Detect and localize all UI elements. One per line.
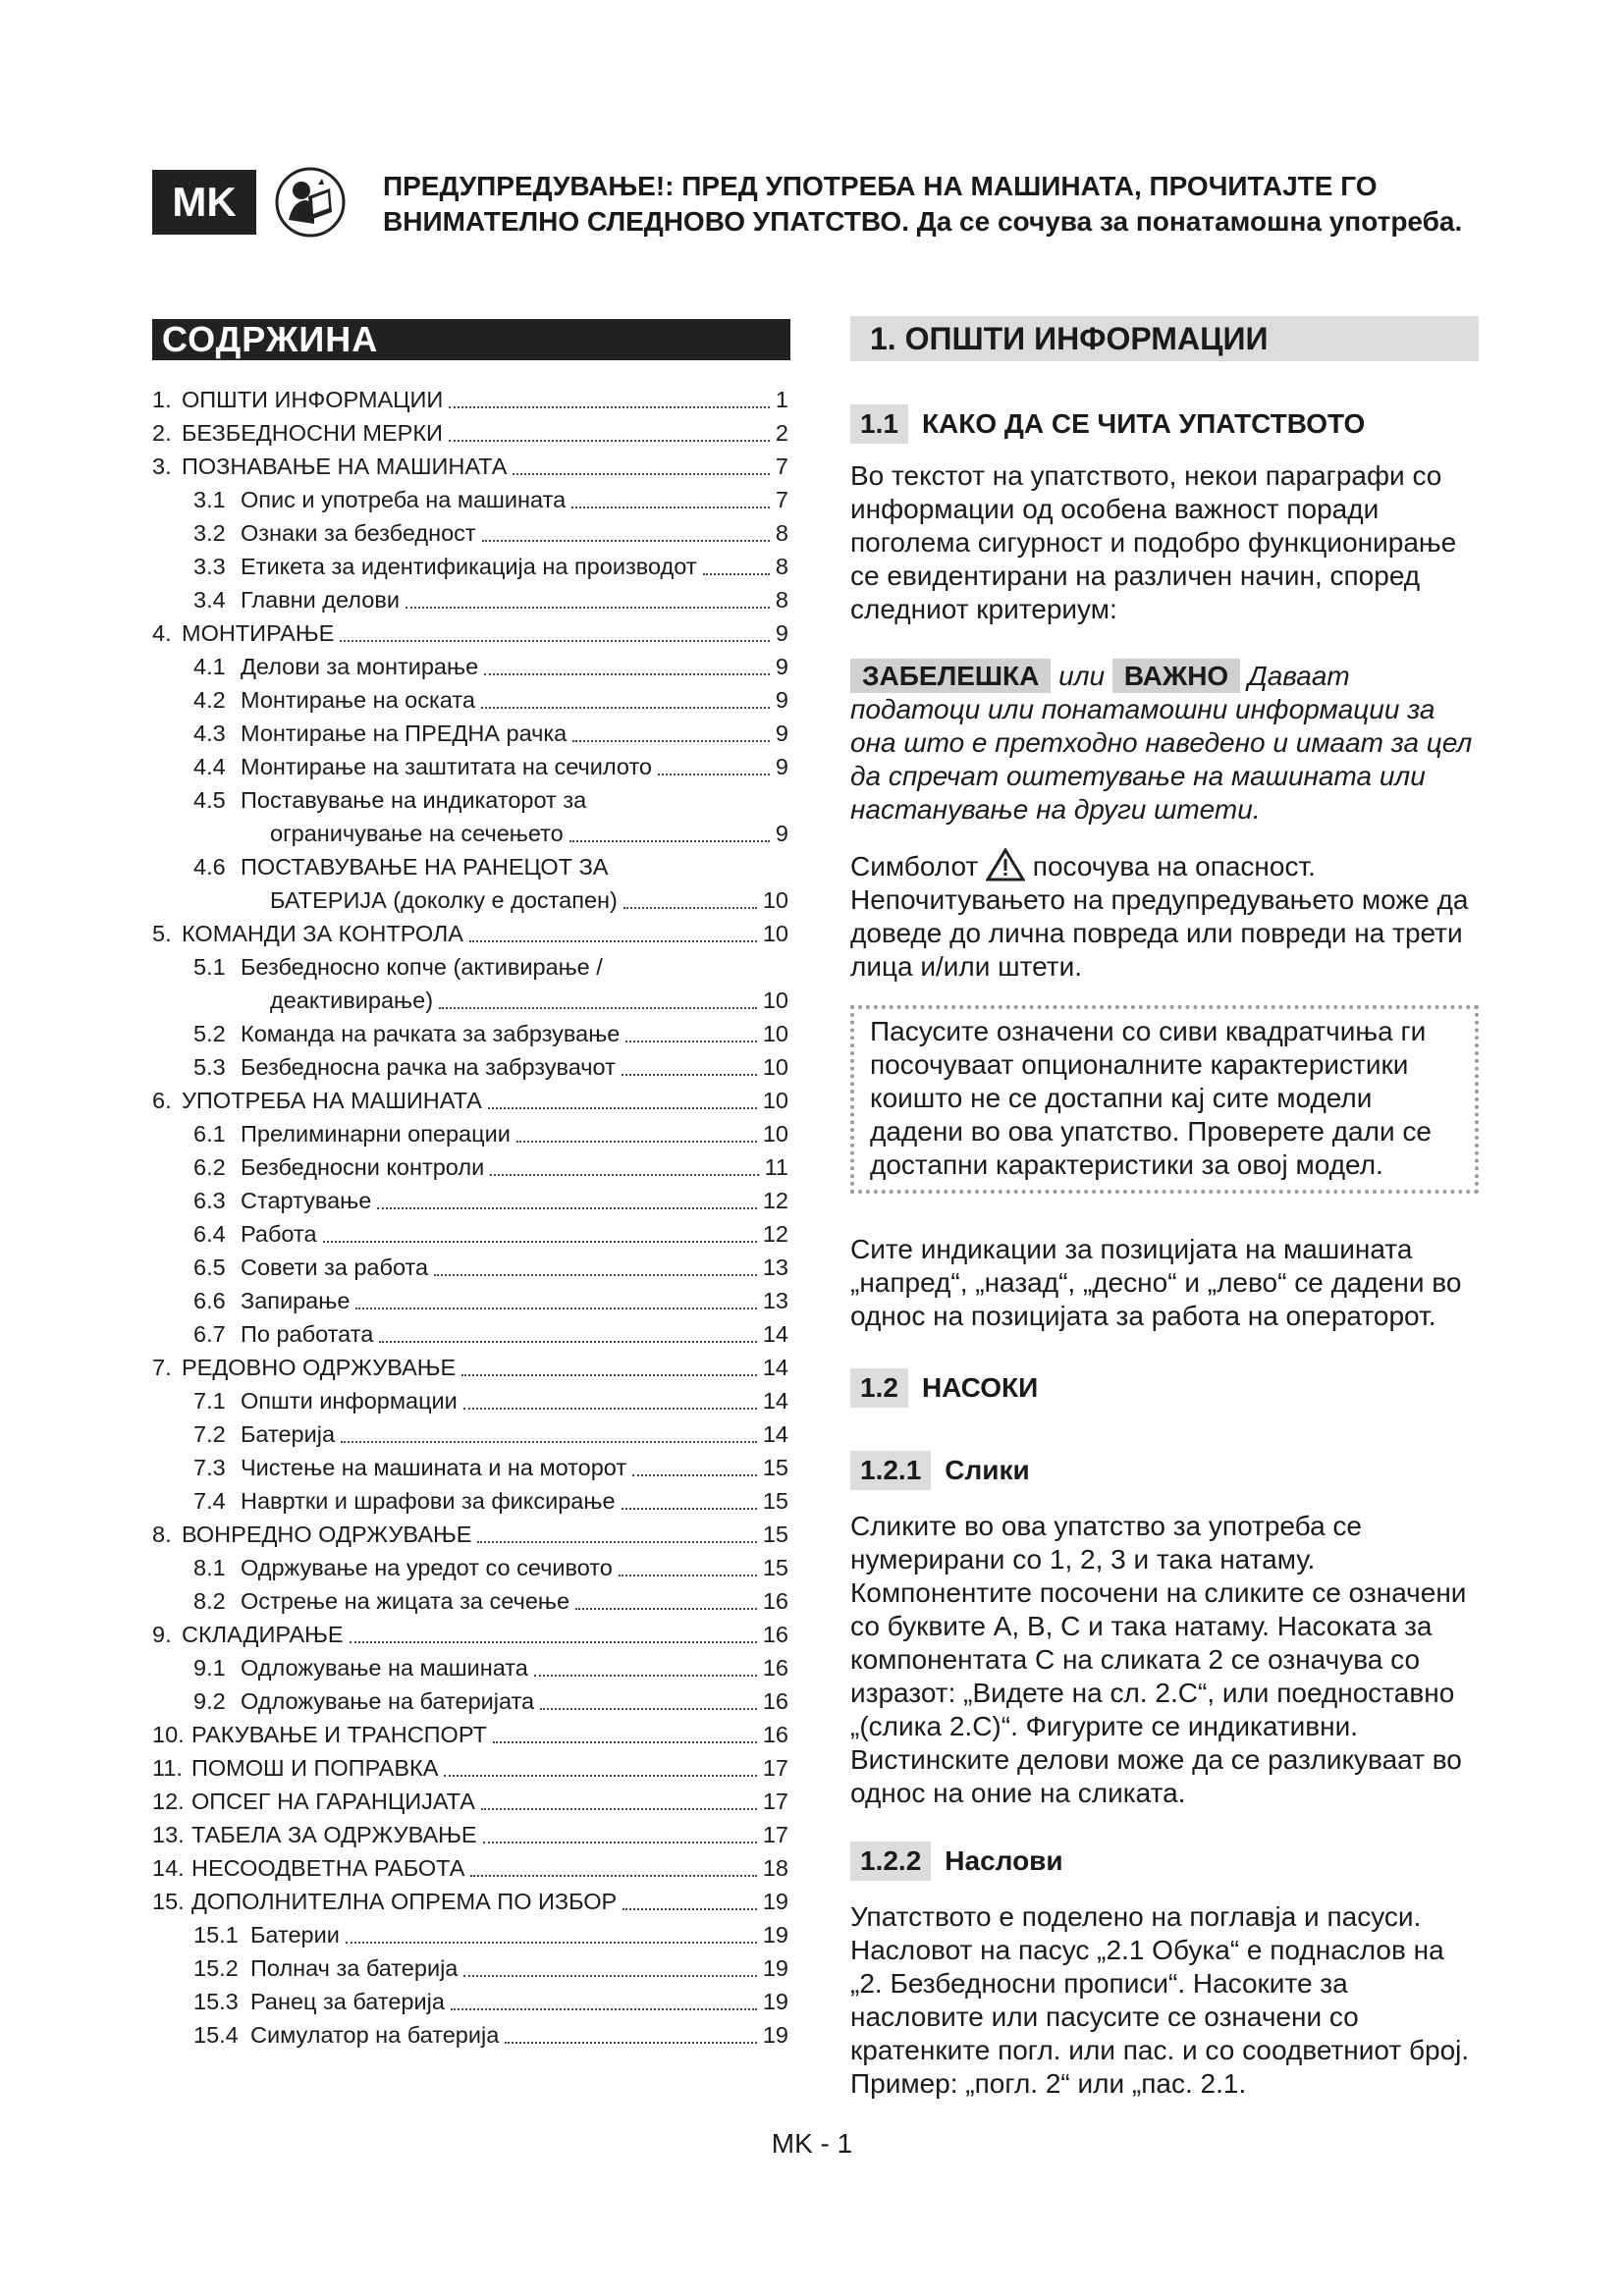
toc-entry-number: 6.1 (193, 1121, 226, 1147)
toc-entry-page: 17 (762, 1822, 788, 1847)
toc-leader-dots (451, 1985, 757, 2010)
toc-leader-dots (323, 1217, 757, 1243)
toc-entry-page: 19 (762, 1955, 788, 1981)
toc-entry[interactable] (152, 850, 788, 883)
toc-entry-number: 6.2 (193, 1154, 226, 1180)
toc-entry[interactable] (152, 1651, 788, 1684)
toc-entry-page: 19 (762, 1922, 788, 1948)
toc-entry-title: УПОТРЕБА НА МАШИНАТА (182, 1088, 482, 1113)
toc-entry-page: 10 (762, 921, 788, 946)
toc-entry[interactable] (152, 1451, 788, 1484)
toc-entry-title: Команда на рачката за забрзување (241, 1021, 621, 1046)
reading-instructions-paragraph: Во текстот на упатството, некои параграфи со информации од особена важност поради поголема сигурност и подобро функционирање се евидентирани на различен начин, според следниот критериум: (850, 460, 1457, 624)
subsection-number: 1.2.1 (850, 1451, 931, 1490)
toc-entry[interactable] (152, 1284, 788, 1317)
toc-entry[interactable] (152, 1384, 788, 1417)
toc-entry-page: 2 (775, 420, 788, 446)
toc-entry-number: 7.1 (193, 1388, 226, 1414)
toc-entry-title: Симулатор на батерија (250, 2022, 500, 2048)
toc-entry-number: 3.4 (193, 587, 226, 613)
toc-entry-title: Острење на жицата за сечење (241, 1588, 570, 1614)
toc-entry-number: 4.2 (193, 687, 226, 713)
toc-entry-page: 14 (762, 1388, 788, 1414)
toc-entry-page: 13 (762, 1255, 788, 1280)
toc-entry-number: 3.3 (193, 554, 226, 579)
toc-entry[interactable] (152, 1217, 788, 1251)
toc-entry-page: 12 (762, 1221, 788, 1247)
toc-entry-title: ОПШТИ ИНФОРМАЦИИ (182, 387, 444, 412)
toc-entry-title: Совети за работа (241, 1255, 429, 1280)
toc-entry[interactable] (152, 483, 788, 516)
subsection-title: Слики (945, 1455, 1030, 1485)
subsection-1-1-heading (850, 404, 1479, 444)
toc-entry-page: 16 (762, 1622, 788, 1647)
toc-entry-page: 19 (762, 1989, 788, 2014)
toc-entry-title: Батерија (241, 1421, 336, 1447)
toc-entry-title: Опис и употреба на машината (241, 487, 567, 512)
toc-entry-page: 14 (762, 1421, 788, 1447)
directions-paragraph: Сите индикации за позицијата на машината „напред“, „назад“, „десно“ и „лево“ се дадени во однос на позицијата за работа на операторот. (850, 1234, 1462, 1331)
toc-entry-number: 14. (152, 1855, 185, 1881)
toc-leader-dots (622, 1484, 757, 1510)
toc-leader-dots (470, 1851, 757, 1877)
toc-entry-title: Одложување на батеријата (241, 1688, 535, 1714)
toc-entry[interactable] (152, 1017, 788, 1050)
toc-entry[interactable] (152, 1150, 788, 1184)
toc-entry-title: ОПСЕГ НА ГАРАНЦИЈАТА (191, 1789, 475, 1814)
toc-entry-page: 8 (775, 520, 788, 546)
toc-entry-title: НЕСООДВЕТНА РАБОТА (191, 1855, 465, 1881)
toc-entry-page: 10 (762, 1121, 788, 1147)
toc-leader-dots (490, 1150, 759, 1176)
toc-leader-dots (340, 616, 770, 642)
toc-entry-title: КОМАНДИ ЗА КОНТРОЛА (182, 921, 463, 946)
toc-entry[interactable] (152, 1818, 788, 1851)
toc-entry[interactable] (152, 1718, 788, 1751)
toc-entry-title: РЕДОВНО ОДРЖУВАЊЕ (182, 1355, 457, 1380)
toc-entry-page: 11 (764, 1154, 788, 1180)
note-label: ЗАБЕЛЕШКА (850, 659, 1051, 693)
toc-entry-page: 10 (762, 988, 788, 1013)
toc-entry[interactable] (152, 1251, 788, 1284)
toc-entry-number: 6.5 (193, 1255, 226, 1280)
toc-entry[interactable] (152, 516, 788, 550)
toc-entry-title: ДОПОЛНИТЕЛНА ОПРЕМА ПО ИЗБОР (191, 1889, 618, 1914)
toc-entry-number: 10. (152, 1722, 185, 1747)
toc-entry[interactable] (152, 1317, 788, 1351)
toc-entry-number: 3. (152, 454, 172, 479)
toc-entry-number: 9.1 (193, 1655, 226, 1681)
toc-leader-dots (623, 1885, 757, 1910)
toc-leader-dots (481, 1785, 757, 1810)
toc-entry-number: 5. (152, 921, 172, 946)
toc-entry[interactable] (152, 1050, 788, 1084)
toc-leader-dots (505, 2018, 757, 2044)
toc-entry-number: 4.4 (193, 754, 226, 779)
toc-leader-dots (571, 483, 770, 508)
toc-entry-number: 6.6 (193, 1288, 226, 1313)
toc-entry-number: 8.2 (193, 1588, 226, 1614)
toc-entry[interactable] (152, 750, 788, 783)
toc-entry-page: 16 (762, 1722, 788, 1747)
toc-entry[interactable] (152, 1684, 788, 1718)
toc-leader-dots (461, 1351, 757, 1376)
toc-leader-dots (355, 1284, 757, 1309)
toc-leader-dots (658, 750, 770, 775)
toc-entry-title: Ознаки за безбедност (241, 520, 476, 546)
toc-entry[interactable] (152, 1351, 788, 1384)
toc-leader-dots (434, 1251, 757, 1276)
subsection-title: КАКО ДА СЕ ЧИТА УПАТСТВОТО (921, 408, 1366, 439)
toc-entry-title: Навртки и шрафови за фиксирање (241, 1488, 616, 1514)
toc-leader-dots (625, 1017, 757, 1042)
subsection-number: 1.1 (850, 404, 908, 444)
toc-entry[interactable] (152, 950, 788, 984)
toc-leader-dots (632, 1451, 757, 1476)
toc-entry[interactable] (152, 416, 788, 450)
main-content (850, 316, 1479, 2101)
toc-leader-dots (350, 1618, 757, 1643)
toc-leader-dots (379, 1317, 757, 1343)
toc-entry-number: 13. (152, 1822, 185, 1847)
toc-entry[interactable] (152, 550, 788, 583)
toc-leader-dots (463, 1384, 757, 1410)
toc-entry-title: По работата (241, 1321, 374, 1347)
page-number: MK - 1 (771, 2128, 853, 2159)
danger-symbol-paragraph (850, 848, 1479, 984)
toc-entry[interactable] (152, 383, 788, 416)
toc-entry-title: ПОЗНАВАЊЕ НА МАШИНАТА (182, 454, 508, 479)
toc-entry-title: БЕЗБЕДНОСНИ МЕРКИ (182, 420, 443, 446)
toc-leader-dots (469, 917, 757, 942)
toc-entry-number: 4.5 (193, 787, 226, 813)
toc-leader-dots (346, 1918, 757, 1944)
toc-entry[interactable] (152, 1985, 788, 2018)
toc-entry-title: ПОСТАВУВАЊЕ НА РАНЕЦОТ ЗА (241, 854, 609, 880)
toc-entry-number: 6.4 (193, 1221, 226, 1247)
toc-leader-dots (439, 984, 757, 1009)
toc-entry-number: 12. (152, 1789, 185, 1814)
note-text: Даваат податоци или понатамошни информации за она што е претходно наведено и имаат за цел да спречат оштетување на машината или настанување на други штети. (850, 661, 1473, 825)
toc-entry-number: 11. (152, 1755, 183, 1781)
toc-entry-number: 7.3 (193, 1455, 226, 1480)
toc-entry[interactable] (152, 2018, 788, 2052)
toc-entry-page: 19 (762, 2022, 788, 2048)
toc-entry-page: 10 (762, 1088, 788, 1113)
toc-leader-dots (575, 1584, 757, 1610)
toc-entry-title: Монтирање на заштитата на сечилото (241, 754, 653, 779)
toc-leader-dots (482, 516, 770, 542)
toc-leader-dots (572, 717, 770, 742)
toc-entry-number: 9. (152, 1622, 172, 1647)
toc-entry-number: 5.2 (193, 1021, 226, 1046)
toc-entry-title: РАКУВАЊЕ И ТРАНСПОРТ (191, 1722, 487, 1747)
toc-entry-page: 7 (775, 487, 788, 512)
toc-entry-number: 1. (152, 387, 172, 412)
subsection-1-2-1-heading (850, 1451, 1479, 1490)
toc-entry-number: 7. (152, 1355, 172, 1380)
toc-entry-page: 9 (775, 821, 788, 846)
toc-entry[interactable] (152, 1785, 788, 1818)
toc-entry-title: ПОМОШ И ПОПРАВКА (191, 1755, 439, 1781)
toc-entry[interactable] (152, 1751, 788, 1785)
warning-line-1: ПРЕДУПРЕДУВАЊЕ!: ПРЕД УПОТРЕБА НА МАШИНАТА, ПРОЧИТАЈТЕ ГО (383, 171, 1378, 201)
toc-leader-dots (463, 1951, 757, 1977)
toc-entry-page: 10 (762, 1054, 788, 1080)
toc-leader-dots (406, 583, 770, 609)
toc-entry[interactable] (152, 1518, 788, 1551)
toc-entry-number: 2. (152, 420, 172, 446)
section-1-title: 1. ОПШТИ ИНФОРМАЦИИ (850, 316, 1479, 361)
subsection-title: НАСОКИ (921, 1372, 1039, 1403)
toc-leader-dots (703, 550, 770, 575)
toc-entry[interactable] (152, 783, 788, 817)
toc-leader-dots (493, 1718, 757, 1743)
toc-leader-dots (619, 1551, 757, 1576)
toc-entry-page: 7 (775, 454, 788, 479)
toc-entry-title: Монтирање на ПРЕДНА рачка (241, 721, 568, 746)
toc-entry-number: 3.1 (193, 487, 226, 512)
toc-entry-number: 4.6 (193, 854, 226, 880)
toc-entry-number: 15. (152, 1889, 185, 1914)
toc-entry-title: МОНТИРАЊЕ (182, 620, 335, 646)
toc-entry-title: Поставување на индикаторот за (241, 787, 587, 813)
toc-entry-number: 4.1 (193, 654, 226, 679)
toc-entry-title: Безбедносна рачка на забрзувачот (241, 1054, 616, 1080)
toc-entry-number: 6.7 (193, 1321, 226, 1347)
toc-entry[interactable] (152, 1918, 788, 1951)
subsection-number: 1.2 (850, 1368, 908, 1408)
toc-leader-dots (488, 1084, 757, 1109)
toc-entry-page: 14 (762, 1355, 788, 1380)
toc-entry-number: 15.2 (193, 1955, 239, 1981)
toc-leader-dots (513, 450, 770, 475)
toc-entry-title: ВОНРЕДНО ОДРЖУВАЊЕ (182, 1522, 472, 1547)
toc-entry-number: 15.3 (193, 1989, 239, 2014)
toc-entry[interactable] (152, 683, 788, 717)
figures-paragraph: Сликите во ова упатство за употреба се нумерирани со 1, 2, 3 и така натаму. Компонентите посочени на сликите се означени со буквите A, B, C и така натаму. Насоката за компонентата C на сликата 2 се означува со изразот: „Видете на сл. 2.C“, или поедноставно „(слика 2.C)“. Фигурите се индикативни. Вистинските делови може да се разликуваат во однос на оние на сликата. (850, 1511, 1467, 1808)
toc-entry-title: Општи информации (241, 1388, 458, 1414)
toc-leader-dots (622, 1050, 757, 1076)
subsection-title: Наслови (945, 1845, 1063, 1876)
toc-entry-title: ТАБЕЛА ЗА ОДРЖУВАЊЕ (191, 1822, 477, 1847)
toc-entry[interactable] (152, 1618, 788, 1651)
toc-leader-dots (481, 683, 770, 709)
toc-entry[interactable] (152, 1084, 788, 1117)
toc-title: СОДРЖИНА (152, 319, 790, 360)
warning-header (383, 169, 1561, 240)
toc-entry-page: 16 (762, 1588, 788, 1614)
toc-entry-number: 15.1 (193, 1922, 239, 1948)
toc-entry-page: 9 (775, 620, 788, 646)
toc-entry[interactable] (152, 883, 788, 917)
toc-entry-number: 4. (152, 620, 172, 646)
toc-entry-page: 9 (775, 754, 788, 779)
toc-entry-page: 1 (775, 387, 788, 412)
language-badge: MK (152, 170, 256, 235)
toc-entry-title: Етикета за идентификација на производот (241, 554, 697, 579)
toc-entry-title: Главни делови (241, 587, 400, 613)
symbol-prefix: Симболот (850, 851, 979, 881)
toc-leader-dots (477, 1518, 757, 1543)
toc-entry[interactable] (152, 1551, 788, 1584)
toc-entry-page: 18 (762, 1855, 788, 1881)
toc-entry[interactable] (152, 650, 788, 683)
toc-entry-number: 3.2 (193, 520, 226, 546)
toc-entry-number: 5.3 (193, 1054, 226, 1080)
toc-entry-number: 15.4 (193, 2022, 239, 2048)
toc-leader-dots (534, 1651, 757, 1677)
toc-entry-page: 14 (762, 1321, 788, 1347)
toc-entry-number: 6. (152, 1088, 172, 1113)
toc-entry-page: 17 (762, 1755, 788, 1781)
toc-entry-page: 9 (775, 687, 788, 713)
toc-entry-page: 16 (762, 1655, 788, 1681)
toc-entry[interactable] (152, 1117, 788, 1150)
headings-paragraph: Упатството е поделено на поглавја и пасуси. Насловот на пасус „2.1 Обука“ е поднаслов на „2. Безбедносни прописи“. Насоките за насловите или пасусите се означени со кратенките погл. или пас. и со соодветниот број. Пример: „погл. 2“ или „пас. 2.1. (850, 1901, 1470, 2099)
or-word: или (1058, 661, 1106, 691)
important-label: ВАЖНО (1112, 659, 1240, 693)
note-important-paragraph (850, 660, 1479, 827)
toc-entry-number: 5.1 (193, 954, 226, 980)
read-manual-icon (275, 167, 346, 238)
warning-line-2: ВНИМАТЕЛНО СЛЕДНОВО УПАТСТВО. Да се сочува за понатамошна употреба. (383, 206, 1463, 237)
toc-entry[interactable] (152, 1885, 788, 1918)
toc-entry-title: Работа (241, 1221, 317, 1247)
toc-entry[interactable] (152, 1417, 788, 1451)
toc-entry-title: Стартување (241, 1188, 372, 1213)
toc-entry-page: 12 (762, 1188, 788, 1213)
subsection-1-2-heading (850, 1368, 1479, 1408)
toc-entry-page: 19 (762, 1889, 788, 1914)
toc-entry-page: 10 (762, 1021, 788, 1046)
toc-leader-dots (540, 1684, 757, 1710)
toc-entry[interactable] (152, 717, 788, 750)
toc-entry-title: деактивирање) (270, 988, 434, 1013)
symbol-suffix: посочува на опасност. Непочитувањето на предупредувањето може да доведе до лична повреда или повреди на трети лица и/или штети. (850, 851, 1469, 982)
toc-entry-title: Монтирање на оската (241, 687, 475, 713)
toc-entry-page: 13 (762, 1288, 788, 1313)
toc-entry-title: Батерии (250, 1922, 340, 1948)
toc-entry[interactable] (152, 1951, 788, 1985)
toc-entry-page: 15 (762, 1488, 788, 1514)
toc-leader-dots (483, 1818, 757, 1843)
toc-entry-page: 17 (762, 1789, 788, 1814)
toc-entry-page: 9 (775, 721, 788, 746)
toc-entry-title: Безбедносни контроли (241, 1154, 485, 1180)
toc-entry-number: 4.3 (193, 721, 226, 746)
toc-entry[interactable] (152, 984, 788, 1017)
toc-entry[interactable] (152, 583, 788, 616)
toc-entry-title: Прелиминарни операции (241, 1121, 511, 1147)
toc-entry-page: 16 (762, 1688, 788, 1714)
toc-entry-number: 7.2 (193, 1421, 226, 1447)
toc-entry-page: 15 (762, 1522, 788, 1547)
toc-entry-page: 15 (762, 1555, 788, 1580)
toc-entry[interactable] (152, 1484, 788, 1518)
toc-entry-number: 7.4 (193, 1488, 226, 1514)
toc-entry-number: 8. (152, 1522, 172, 1547)
toc-leader-dots (516, 1117, 757, 1143)
toc-entry-page: 15 (762, 1455, 788, 1480)
toc-entry-page: 8 (775, 587, 788, 613)
toc-entry-title: Полнач за батерија (250, 1955, 459, 1981)
toc-leader-dots (569, 817, 770, 842)
toc-entry-number: 9.2 (193, 1688, 226, 1714)
toc-entry-number: 6.3 (193, 1188, 226, 1213)
toc-entry-title: БАТЕРИЈА (доколку е достапен) (270, 887, 618, 913)
subsection-number: 1.2.2 (850, 1842, 931, 1881)
toc-entry[interactable] (152, 1851, 788, 1885)
toc-entry[interactable] (152, 917, 788, 950)
warning-triangle-icon (986, 848, 1025, 881)
toc-entry-title: СКЛАДИРАЊЕ (182, 1622, 344, 1647)
toc-entry-title: Ранец за батерија (250, 1989, 445, 2014)
subsection-1-2-2-heading (850, 1842, 1479, 1881)
toc-entry-number: 8.1 (193, 1555, 226, 1580)
toc-entry[interactable] (152, 817, 788, 850)
toc-leader-dots (623, 883, 757, 909)
toc-leader-dots (377, 1184, 757, 1209)
toc-entry[interactable] (152, 450, 788, 483)
toc-leader-dots (449, 383, 770, 408)
toc-leader-dots (444, 1751, 757, 1777)
toc-entry-title: Чистење на машината и на моторот (241, 1455, 627, 1480)
toc-leader-dots (484, 650, 770, 675)
table-of-contents (152, 383, 788, 2052)
toc-entry-title: Одржување на уредот со сечивото (241, 1555, 613, 1580)
toc-entry-title: ограничување на сечењето (270, 821, 564, 846)
toc-entry[interactable] (152, 1584, 788, 1618)
toc-entry-title: Одложување на машината (241, 1655, 528, 1681)
toc-entry-title: Безбедносно копче (активирање / (241, 954, 603, 980)
optional-features-box: Пасусите означени со сиви квадратчиња ги посочуваат опционалните карактеристики коишто не се достапни кај сите модели дадени во ова упатство. Проверете дали се достапни карактеристики за овој модел. (850, 1005, 1479, 1194)
toc-entry-page: 10 (762, 887, 788, 913)
toc-leader-dots (449, 416, 770, 442)
toc-entry[interactable] (152, 616, 788, 650)
toc-entry-title: Запирање (241, 1288, 351, 1313)
toc-leader-dots (341, 1417, 757, 1443)
toc-entry-title: Делови за монтирање (241, 654, 479, 679)
toc-entry[interactable] (152, 1184, 788, 1217)
toc-entry-page: 8 (775, 554, 788, 579)
toc-entry-page: 9 (775, 654, 788, 679)
